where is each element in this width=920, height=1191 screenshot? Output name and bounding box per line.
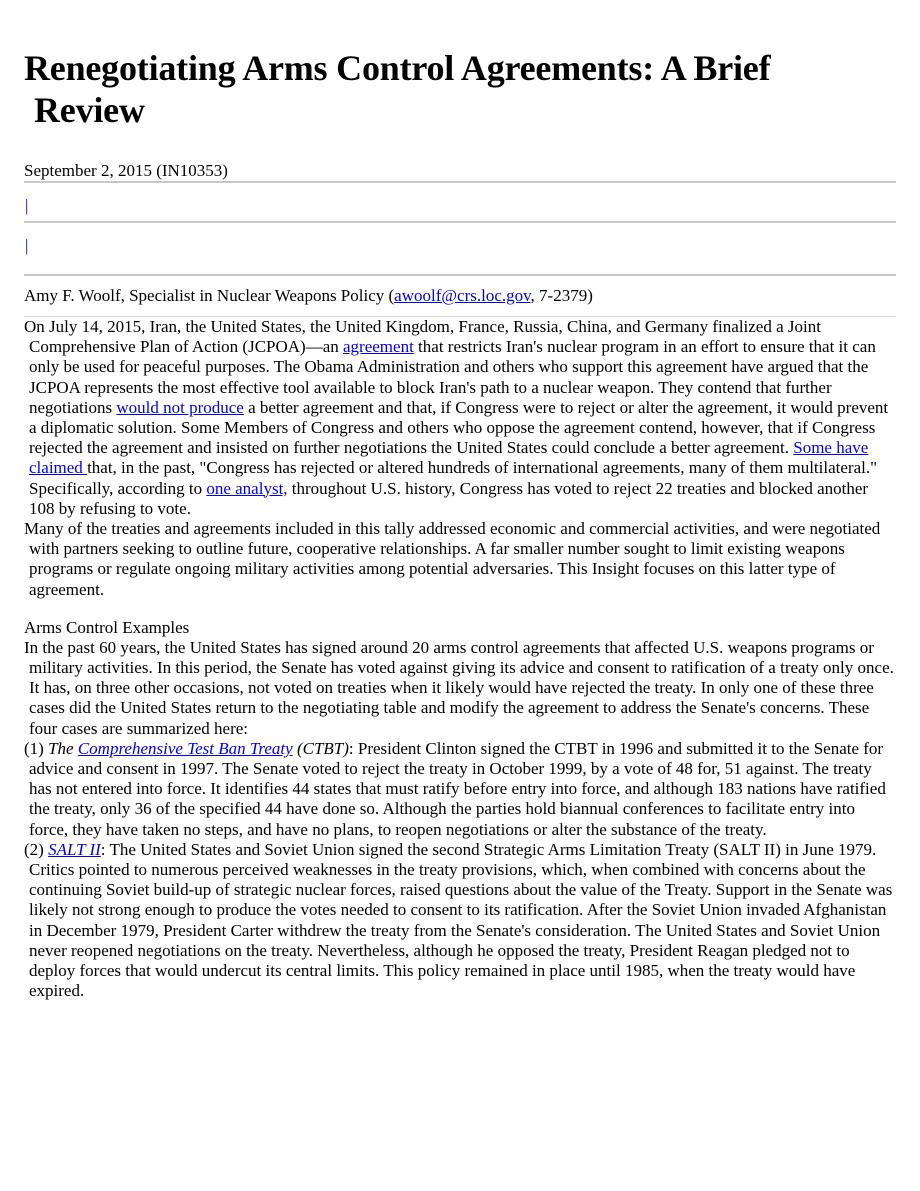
author-line — [24, 286, 896, 316]
publication-date: September 2, 2015 (IN10353) — [24, 161, 228, 180]
author-phone: , 7-2379) — [530, 286, 593, 305]
would-not-produce-link[interactable]: would not produce — [116, 397, 244, 417]
author-email-link[interactable]: awoolf@crs.loc.gov — [394, 286, 531, 305]
item-text: : The United States and Soviet Union signed the second Strategic Arms Limitation Treaty (SALT II) in June 1979. Critics pointed to numerous perceived weaknesses in the treaty provisions, which, when combined with concerns about the continuing Soviet build-up of strategic nuclear forces, raised questions about the value of the Treaty. Support in the Senate was likely not strong enough to produce the votes needed to consent to its ratification. After the Soviet Union invaded Afghanistan in December 1979, President Carter withdrew the treaty from the Senate's consideration. The United States and Soviet Union never reopened negotiations on the treaty. Nevertheless, although he opposed the treaty, President Reagan pledged not to deploy forces that would undercut its central limits. This policy remained in place until 1985, when the treaty would have expired. — [29, 839, 893, 1001]
item-number: (2) — [24, 839, 49, 859]
ctbt-link-text: Comprehensive Test Ban Treaty — [77, 738, 293, 758]
divider — [24, 274, 896, 276]
salt-ii-link-text: SALT II — [48, 839, 101, 859]
paragraph-text: throughout U.S. history, Congress has voted to reject 22 treaties and blocked another 108 by refusing to vote. — [29, 478, 869, 518]
page-title — [24, 0, 896, 131]
paragraph-text: that restricts Iran's nuclear program in an effort to ensure that it can only be used for peaceful purposes. The Obama Administration and others who support this agreement have argued that the JCPOA represents the most effective tool available to block Iran's path to a nuclear weapon. They contend that further negotiations — [29, 337, 876, 417]
summary-paragraph: In the past 60 years, the United States has signed around 20 arms control agreements that affected U.S. weapons programs or military activities. In this period, the Senate has voted against giving its advice and consent to ratification of a treaty only once. It has, on three other occasions, not voted on treaties when it likely would have rejected the treaty. In only one of these three cases did the United States return to the negotiating table and modify the agreement to address the Senate's concerns. These four cases are summarized here: — [24, 637, 894, 738]
ctbt-item — [24, 739, 896, 840]
link-row-1 — [24, 183, 896, 221]
author-name: Amy F. Woolf, Specialist in Nuclear Weapons Policy ( — [24, 286, 395, 305]
title-line-1: Renegotiating Arms Control Agreements: A Brief — [24, 48, 771, 88]
empty-link-1[interactable]: | — [25, 196, 29, 215]
one-analyst-link[interactable]: one analyst, — [206, 478, 288, 498]
paragraph-text: that, in the past, "Congress has rejected or altered hundreds of international agreements, many of them multilateral." Specifically, according to — [29, 458, 878, 498]
context-paragraph: Many of the treaties and agreements included in this tally addressed economic and commercial activities, and were negotiated with partners seeking to outline future, cooperative relationships. A far smaller number sought to limit existing weapons programs or regulate ongoing military activities among potential adversaries. This Insight focuses on this latter type of agreement. — [24, 519, 881, 599]
intro-paragraph — [24, 317, 896, 519]
paragraph-text: a better agreement and that, if Congress were to reject or alter the agreement, it would prevent a diplomatic solution. Some Members of Congress and others who oppose the agreement contend, however, that if Congress rejected the agreement and insisted on further negotiations the United States could conclude a better agreement. — [29, 397, 889, 458]
some-have-claimed-link[interactable]: Some have claimed — [29, 438, 869, 478]
item-abbreviation: (CTBT) — [292, 738, 349, 758]
item-text: : President Clinton signed the CTBT in 1996 and submitted it to the Senate for advice and consent in 1997. The Senate voted to reject the treaty in October 1999, by a vote of 48 for, 51 against. The treaty has not entered into force. It identifies 44 states that must ratify before entry into force, and although 183 nations have ratified the treaty, only 36 of the specified 44 have done so. Although the parties hold biannual conferences to facilitate entry into force, they have taken no steps, and have no plans, to reopen negotiations or alter the substance of the treaty. — [29, 738, 886, 839]
item-article: The — [48, 738, 78, 758]
agreement-link[interactable]: agreement — [343, 337, 414, 357]
empty-link-2[interactable]: | — [25, 236, 29, 255]
item-number: (1) — [24, 738, 49, 758]
link-row-2 — [24, 223, 896, 261]
paragraph-text: On July 14, 2015, Iran, the United States, the United Kingdom, France, Russia, China, and Germany finalized a Joint Comprehensive Plan of Action (JCPOA)—an — [24, 317, 821, 357]
title-line-2: Review — [34, 90, 145, 130]
salt-ii-item — [24, 840, 896, 1002]
section-heading: Arms Control Examples — [24, 617, 190, 637]
salt-ii-link[interactable] — [48, 840, 101, 859]
ctbt-link[interactable] — [78, 739, 293, 758]
